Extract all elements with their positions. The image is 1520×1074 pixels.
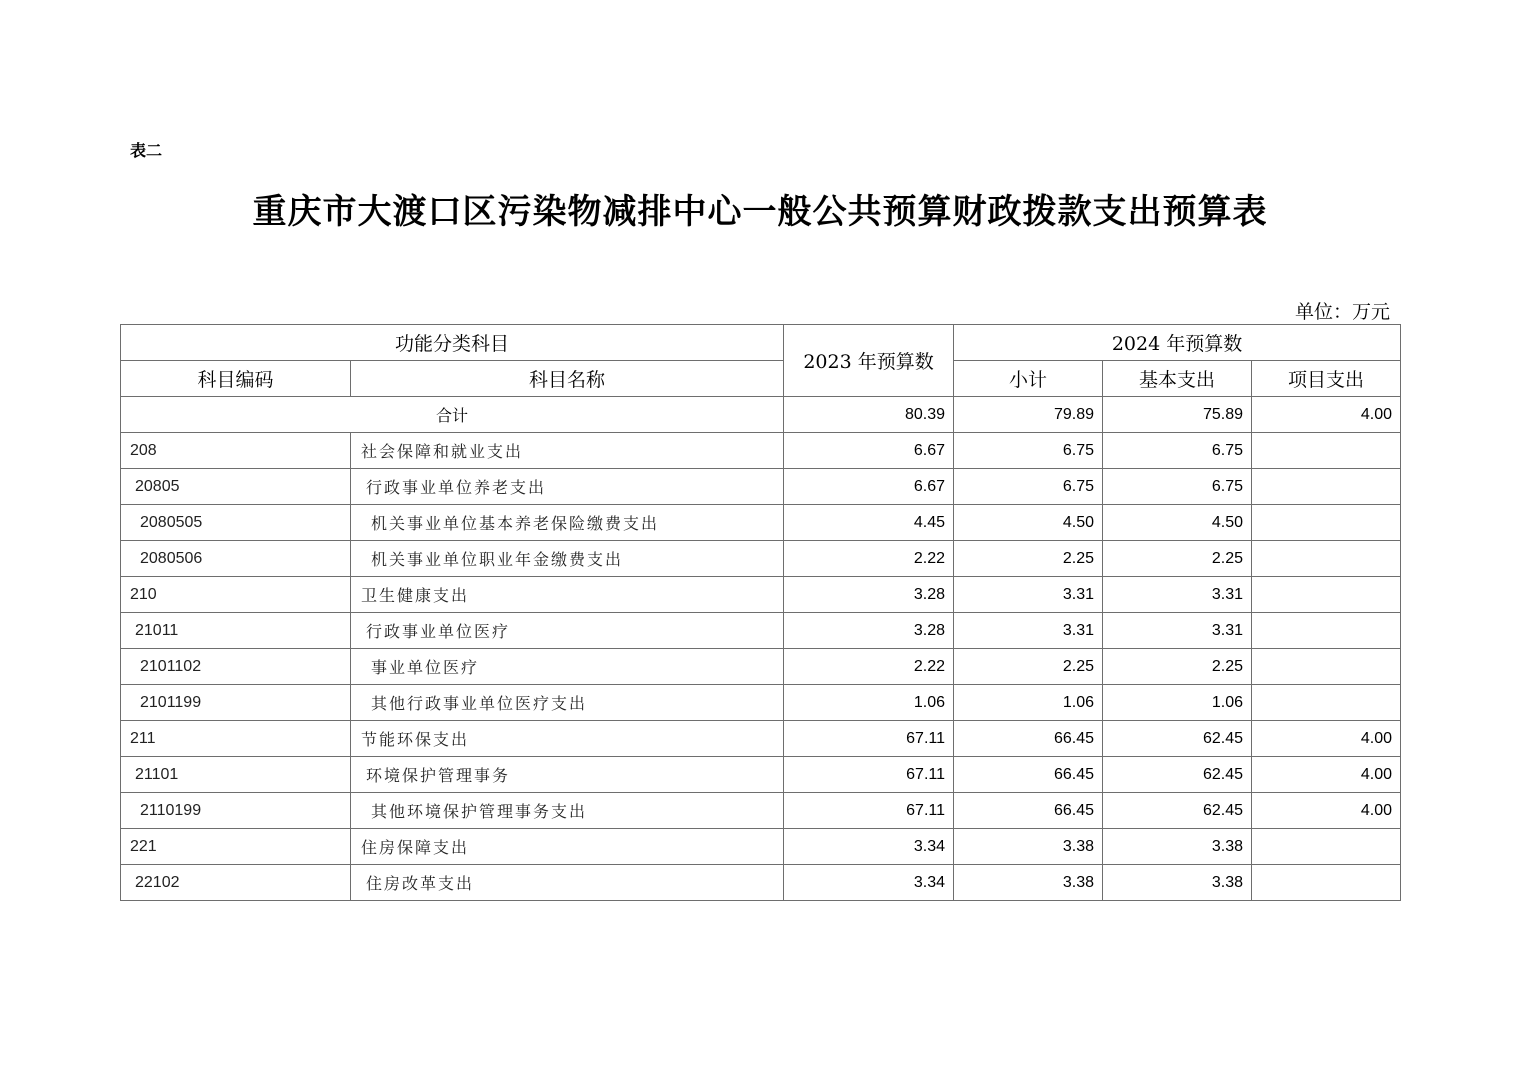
row-code: 21011 — [121, 613, 351, 649]
row-budget-2023: 4.45 — [784, 505, 954, 541]
table-row — [121, 685, 1401, 721]
header-code: 科目编码 — [121, 361, 351, 397]
row-code: 20805 — [121, 469, 351, 505]
row-name: 其他环境保护管理事务支出 — [351, 793, 784, 829]
total-row — [121, 397, 1401, 433]
row-code: 221 — [121, 829, 351, 865]
budget-table — [120, 324, 1401, 901]
row-subtotal: 6.75 — [954, 433, 1103, 469]
table-label: 表二 — [130, 141, 163, 160]
row-basic: 62.45 — [1103, 793, 1252, 829]
row-name: 住房改革支出 — [351, 865, 784, 901]
row-basic: 62.45 — [1103, 757, 1252, 793]
table-row — [121, 757, 1401, 793]
row-code: 22102 — [121, 865, 351, 901]
row-subtotal: 3.38 — [954, 829, 1103, 865]
table-row — [121, 577, 1401, 613]
row-name: 环境保护管理事务 — [351, 757, 784, 793]
row-budget-2023: 67.11 — [784, 793, 954, 829]
total-label: 合计 — [121, 397, 784, 433]
row-project: 4.00 — [1252, 793, 1401, 829]
row-budget-2023: 3.28 — [784, 577, 954, 613]
row-subtotal: 2.25 — [954, 649, 1103, 685]
row-project — [1252, 469, 1401, 505]
row-basic: 6.75 — [1103, 433, 1252, 469]
row-project — [1252, 505, 1401, 541]
row-project — [1252, 577, 1401, 613]
row-subtotal: 4.50 — [954, 505, 1103, 541]
row-subtotal: 2.25 — [954, 541, 1103, 577]
row-code: 2110199 — [121, 793, 351, 829]
row-name: 行政事业单位医疗 — [351, 613, 784, 649]
header-subtotal: 小计 — [954, 361, 1103, 397]
table-row — [121, 649, 1401, 685]
header-name: 科目名称 — [351, 361, 784, 397]
row-code: 21101 — [121, 757, 351, 793]
table-row — [121, 829, 1401, 865]
table-row — [121, 721, 1401, 757]
row-subtotal: 66.45 — [954, 757, 1103, 793]
row-project: 4.00 — [1252, 757, 1401, 793]
row-code: 2080506 — [121, 541, 351, 577]
row-budget-2023: 2.22 — [784, 541, 954, 577]
row-basic: 62.45 — [1103, 721, 1252, 757]
row-subtotal: 3.31 — [954, 577, 1103, 613]
table-row — [121, 541, 1401, 577]
row-subtotal: 6.75 — [954, 469, 1103, 505]
row-name: 行政事业单位养老支出 — [351, 469, 784, 505]
unit-label: 单位：万元 — [1294, 301, 1390, 323]
row-name: 事业单位医疗 — [351, 649, 784, 685]
total-project: 4.00 — [1252, 397, 1401, 433]
row-code: 2080505 — [121, 505, 351, 541]
row-subtotal: 66.45 — [954, 793, 1103, 829]
header-project: 项目支出 — [1252, 361, 1401, 397]
row-basic: 3.31 — [1103, 577, 1252, 613]
row-subtotal: 66.45 — [954, 721, 1103, 757]
table-row — [121, 433, 1401, 469]
row-basic: 2.25 — [1103, 649, 1252, 685]
row-budget-2023: 3.34 — [784, 829, 954, 865]
row-code: 208 — [121, 433, 351, 469]
row-name: 机关事业单位基本养老保险缴费支出 — [351, 505, 784, 541]
row-budget-2023: 3.28 — [784, 613, 954, 649]
row-subtotal: 1.06 — [954, 685, 1103, 721]
row-code: 2101102 — [121, 649, 351, 685]
row-name: 机关事业单位职业年金缴费支出 — [351, 541, 784, 577]
table-body — [121, 397, 1401, 901]
row-budget-2023: 6.67 — [784, 433, 954, 469]
row-code: 2101199 — [121, 685, 351, 721]
row-project — [1252, 541, 1401, 577]
row-name: 节能环保支出 — [351, 721, 784, 757]
row-basic: 3.38 — [1103, 829, 1252, 865]
row-budget-2023: 2.22 — [784, 649, 954, 685]
row-budget-2023: 3.34 — [784, 865, 954, 901]
header-functional-category: 功能分类科目 — [121, 325, 784, 361]
row-basic: 2.25 — [1103, 541, 1252, 577]
row-project — [1252, 829, 1401, 865]
table-row — [121, 505, 1401, 541]
total-subtotal: 79.89 — [954, 397, 1103, 433]
row-project — [1252, 613, 1401, 649]
row-project — [1252, 433, 1401, 469]
row-basic: 6.75 — [1103, 469, 1252, 505]
total-2023: 80.39 — [784, 397, 954, 433]
row-project — [1252, 685, 1401, 721]
header-basic: 基本支出 — [1103, 361, 1252, 397]
row-basic: 3.31 — [1103, 613, 1252, 649]
row-project: 4.00 — [1252, 721, 1401, 757]
row-basic: 3.38 — [1103, 865, 1252, 901]
row-budget-2023: 1.06 — [784, 685, 954, 721]
row-name: 社会保障和就业支出 — [351, 433, 784, 469]
table-row — [121, 793, 1401, 829]
row-basic: 1.06 — [1103, 685, 1252, 721]
row-code: 210 — [121, 577, 351, 613]
table-row — [121, 469, 1401, 505]
row-basic: 4.50 — [1103, 505, 1252, 541]
header-budget-2023: 2023 年预算数 — [784, 325, 954, 397]
row-project — [1252, 649, 1401, 685]
row-name: 住房保障支出 — [351, 829, 784, 865]
row-name: 其他行政事业单位医疗支出 — [351, 685, 784, 721]
table-row — [121, 865, 1401, 901]
row-project — [1252, 865, 1401, 901]
row-code: 211 — [121, 721, 351, 757]
row-name: 卫生健康支出 — [351, 577, 784, 613]
total-basic: 75.89 — [1103, 397, 1252, 433]
table-row — [121, 613, 1401, 649]
row-budget-2023: 6.67 — [784, 469, 954, 505]
page-title: 重庆市大渡口区污染物减排中心一般公共预算财政拨款支出预算表 — [252, 192, 1268, 232]
row-budget-2023: 67.11 — [784, 757, 954, 793]
row-subtotal: 3.38 — [954, 865, 1103, 901]
header-budget-2024: 2024 年预算数 — [954, 325, 1401, 361]
row-budget-2023: 67.11 — [784, 721, 954, 757]
row-subtotal: 3.31 — [954, 613, 1103, 649]
